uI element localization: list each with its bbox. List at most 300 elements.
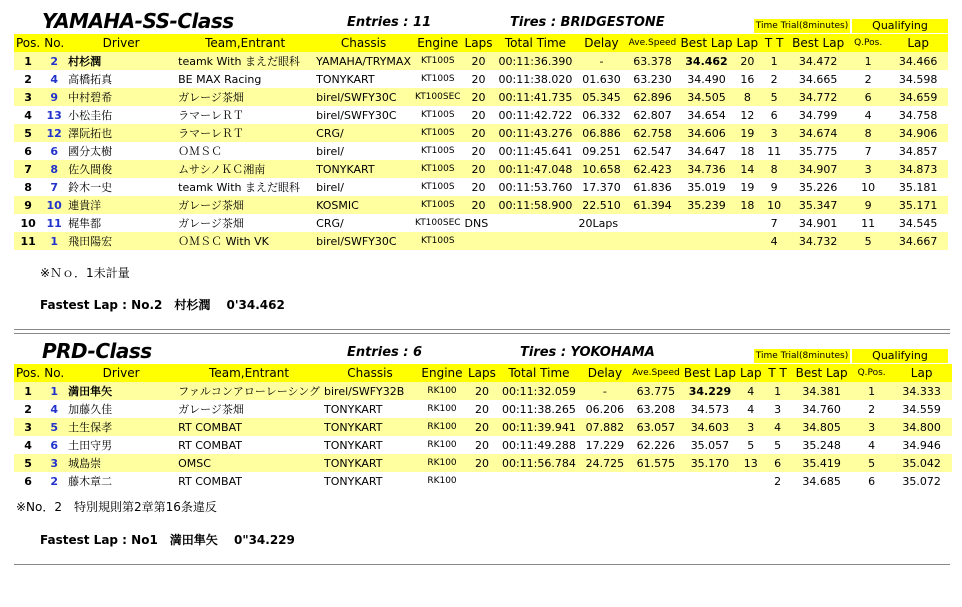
- engine-name: KT100SEC: [413, 88, 463, 106]
- best-lap: 34.490: [678, 70, 734, 88]
- qualifying-lap: 34.873: [888, 160, 948, 178]
- pos-cell: 7: [14, 160, 42, 178]
- hdr-no: No.: [44, 366, 65, 380]
- car-number: 13: [42, 106, 66, 124]
- hdr-qpos: Q.Pos.: [852, 364, 892, 382]
- tire-brand: Tires : BRIDGESTONE: [510, 15, 665, 30]
- team-name: ガレージ茶畑: [176, 400, 322, 418]
- laps: 20: [463, 196, 495, 214]
- qualifying-lap: 34.758: [888, 106, 948, 124]
- hdr-best-lap: Best Lap: [683, 366, 736, 380]
- ave-speed: 62.758: [626, 124, 678, 142]
- laps: 20: [466, 436, 498, 454]
- team-name: ＯＭＳＣ: [176, 142, 314, 160]
- total-time: 00:11:47.048: [494, 160, 576, 178]
- engine-name: RK100: [418, 382, 466, 400]
- best-lap-number: 3: [738, 418, 764, 436]
- best-lap-number: 5: [738, 436, 764, 454]
- pos-cell: 5: [14, 124, 42, 142]
- chassis-name: TONYKART: [314, 70, 413, 88]
- best-lap: 34.736: [678, 160, 734, 178]
- laps: 20: [463, 70, 495, 88]
- hdr-lap: Lap: [739, 366, 762, 380]
- team-name: BE MAX Racing: [176, 70, 314, 88]
- delay: 24.725: [580, 454, 630, 472]
- car-number: 3: [42, 454, 66, 472]
- chassis-name: TONYKART: [322, 436, 418, 454]
- tt-pos: 1: [760, 52, 788, 70]
- car-number: 10: [42, 196, 66, 214]
- engine-name: KT100S: [413, 52, 463, 70]
- driver-name: 佐久間俊: [66, 160, 176, 178]
- tt-pos: 3: [760, 124, 788, 142]
- chassis-name: birel/SWFY30C: [314, 232, 413, 250]
- ave-speed: [626, 214, 678, 232]
- pos-cell: 4: [14, 106, 42, 124]
- delay: 17.229: [580, 436, 630, 454]
- qualifying-lap: 34.545: [888, 214, 948, 232]
- hdr-engine: Engine: [413, 34, 463, 52]
- team-name: ムサシノＫＣ湘南: [176, 160, 314, 178]
- car-number: 7: [42, 178, 66, 196]
- section-divider: [14, 329, 950, 330]
- driver-name: 藤木章二: [66, 472, 176, 490]
- tt-best-lap: 35.775: [788, 142, 848, 160]
- ave-speed: [626, 232, 678, 250]
- pos-cell: 9: [14, 196, 42, 214]
- engine-name: KT100SEC: [413, 214, 463, 232]
- hdr-ave-speed: Ave.Speed: [630, 364, 682, 382]
- table-row: [14, 418, 952, 436]
- best-lap: 34.654: [678, 106, 734, 124]
- laps: DNS: [463, 214, 495, 232]
- qualifying-lap: 35.072: [892, 472, 952, 490]
- table-row: [14, 454, 952, 472]
- team-name: ラマーレＲＴ: [176, 124, 314, 142]
- driver-name: 高橋拓真: [66, 70, 176, 88]
- delay: 06.332: [576, 106, 626, 124]
- delay: -: [580, 382, 630, 400]
- entries-count: Entries : 6: [347, 345, 423, 360]
- total-time: 00:11:32.059: [498, 382, 580, 400]
- tt-best-lap: 34.901: [788, 214, 848, 232]
- best-lap: 34.603: [682, 418, 738, 436]
- tt-best-lap: 34.674: [788, 124, 848, 142]
- tt-best-lap: 34.760: [792, 400, 852, 418]
- chassis-name: birel/SWFY30C: [314, 88, 413, 106]
- pos-cell: 3: [14, 88, 42, 106]
- pos-cell: 3: [14, 418, 42, 436]
- team-name: RT COMBAT: [176, 472, 322, 490]
- hdr-tt: T T: [760, 34, 788, 52]
- team-name: ガレージ茶畑: [176, 214, 314, 232]
- team-name: ＯＭＳＣ With VK: [176, 232, 314, 250]
- hdr-qpos: Q.Pos.: [848, 34, 888, 52]
- hdr-pos: Pos.: [16, 366, 41, 380]
- car-number: 4: [42, 70, 66, 88]
- table-row: [14, 88, 948, 106]
- car-number: 1: [42, 232, 66, 250]
- qualifying-lap: 34.466: [888, 52, 948, 70]
- qualifying-lap: 35.181: [888, 178, 948, 196]
- hdr-chassis: Chassis: [314, 34, 413, 52]
- best-lap: 35.170: [682, 454, 738, 472]
- total-time: 00:11:58.900: [494, 196, 576, 214]
- fastest-lap: Fastest Lap : No1 満田隼矢 0"34.229: [40, 533, 295, 547]
- chassis-name: TONYKART: [314, 160, 413, 178]
- best-lap-number: 16: [735, 70, 761, 88]
- hdr-lap: Lap: [736, 36, 759, 50]
- qualifying-pos: 11: [848, 214, 888, 232]
- driver-name: 中村碧希: [66, 88, 176, 106]
- driver-name: 連貴洋: [66, 196, 176, 214]
- class-title: PRD-Class: [42, 339, 152, 363]
- qualifying-pos: 3: [852, 418, 892, 436]
- tt-pos: 1: [764, 382, 792, 400]
- footnote: ※Ｎｏ．1未計量: [40, 266, 130, 280]
- class-title: YAMAHA-SS-Class: [42, 9, 234, 33]
- hdr-engine: Engine: [418, 364, 466, 382]
- tt-best-lap: 35.248: [792, 436, 852, 454]
- pos-cell: 11: [14, 232, 42, 250]
- total-time: 00:11:38.265: [498, 400, 580, 418]
- best-lap-number: 19: [735, 124, 761, 142]
- car-number: 6: [42, 142, 66, 160]
- laps: 20: [463, 88, 495, 106]
- tt-best-lap: 34.665: [788, 70, 848, 88]
- total-time: 00:11:56.784: [498, 454, 580, 472]
- delay: 22.510: [576, 196, 626, 214]
- chassis-name: birel/SWFY32B: [322, 382, 418, 400]
- tt-best-lap: 35.419: [792, 454, 852, 472]
- best-lap-number: 12: [735, 106, 761, 124]
- qualifying-lap: 34.659: [888, 88, 948, 106]
- pos-cell: 4: [14, 436, 42, 454]
- chassis-name: TONYKART: [322, 472, 418, 490]
- ave-speed: 61.575: [630, 454, 682, 472]
- fastest-lap: Fastest Lap : No.2 村杉潤 0'34.462: [40, 298, 285, 312]
- table-row: [14, 178, 948, 196]
- pos-cell: 6: [14, 472, 42, 490]
- table-row: [14, 436, 952, 454]
- laps: 20: [463, 52, 495, 70]
- qualifying-pos: 8: [848, 124, 888, 142]
- section-divider: [14, 333, 950, 334]
- total-time: 00:11:38.020: [494, 70, 576, 88]
- tt-pos: 5: [760, 88, 788, 106]
- best-lap: 35.239: [678, 196, 734, 214]
- best-lap-number: 18: [735, 142, 761, 160]
- chassis-name: TONYKART: [322, 454, 418, 472]
- qualifying-pos: 1: [852, 382, 892, 400]
- total-time: 00:11:49.288: [498, 436, 580, 454]
- hdr-total-time: Total Time: [494, 34, 576, 52]
- team-name: ガレージ茶畑: [176, 88, 314, 106]
- ave-speed: 62.807: [626, 106, 678, 124]
- qualifying-pos: 4: [852, 436, 892, 454]
- car-number: 9: [42, 88, 66, 106]
- section-divider: [14, 564, 950, 565]
- driver-name: 梶隼都: [66, 214, 176, 232]
- pos-cell: 2: [14, 70, 42, 88]
- qualifying-pos: 2: [852, 400, 892, 418]
- qualifying-pos: 10: [848, 178, 888, 196]
- tt-pos: 4: [760, 232, 788, 250]
- best-lap-number: [735, 232, 761, 250]
- qualifying-lap: 35.171: [888, 196, 948, 214]
- delay: 01.630: [576, 70, 626, 88]
- ave-speed: 61.394: [626, 196, 678, 214]
- laps: 20: [466, 382, 498, 400]
- hdr-delay: Delay: [580, 364, 630, 382]
- hdr-driver: Driver: [66, 364, 176, 382]
- pos-cell: 1: [14, 52, 42, 70]
- time-trial-label: Time Trial(8minutes): [755, 351, 849, 361]
- team-name: teamk With まえだ眼科: [176, 178, 314, 196]
- qualifying-pos: 9: [848, 196, 888, 214]
- tt-pos: 4: [764, 418, 792, 436]
- qualifying-lap: 35.042: [892, 454, 952, 472]
- laps: 20: [463, 142, 495, 160]
- total-time: 00:11:42.722: [494, 106, 576, 124]
- car-number: 2: [42, 52, 66, 70]
- laps: 20: [463, 178, 495, 196]
- tt-best-lap: 34.685: [792, 472, 852, 490]
- total-time: [494, 214, 576, 232]
- chassis-name: birel/SWFY30C: [314, 106, 413, 124]
- team-name: OMSC: [176, 454, 322, 472]
- delay: 10.658: [576, 160, 626, 178]
- table-row: [14, 160, 948, 178]
- tt-pos: 6: [764, 454, 792, 472]
- ave-speed: 63.057: [630, 418, 682, 436]
- delay: 05.345: [576, 88, 626, 106]
- chassis-name: KOSMIC: [314, 196, 413, 214]
- qualifying-lap: 34.598: [888, 70, 948, 88]
- tt-best-lap: 34.805: [792, 418, 852, 436]
- qualifying-lap: 34.667: [888, 232, 948, 250]
- total-time: 00:11:39.941: [498, 418, 580, 436]
- best-lap: [678, 232, 734, 250]
- hdr-laps: Laps: [468, 366, 496, 380]
- hdr-tt-best-lap: Best Lap: [788, 34, 848, 52]
- driver-name: 澤阮拓也: [66, 124, 176, 142]
- tt-best-lap: 34.772: [788, 88, 848, 106]
- qualifying-pos: 6: [848, 88, 888, 106]
- tt-pos: 2: [764, 472, 792, 490]
- car-number: 1: [42, 382, 66, 400]
- car-number: 12: [42, 124, 66, 142]
- driver-name: 城島崇: [66, 454, 176, 472]
- best-lap: [682, 472, 738, 490]
- pos-cell: 8: [14, 178, 42, 196]
- pos-cell: 10: [14, 214, 42, 232]
- car-number: 8: [42, 160, 66, 178]
- qualifying-pos: 1: [848, 52, 888, 70]
- total-time: 00:11:43.276: [494, 124, 576, 142]
- driver-name: 小松圭佑: [66, 106, 176, 124]
- tt-pos: 3: [764, 400, 792, 418]
- time-trial-label: Time Trial(8minutes): [755, 21, 849, 31]
- driver-name: 満田隼矢: [66, 382, 176, 400]
- hdr-q-lap: Lap: [888, 34, 948, 52]
- ave-speed: 62.226: [630, 436, 682, 454]
- total-time: [494, 232, 576, 250]
- chassis-name: birel/: [314, 178, 413, 196]
- best-lap-number: 20: [735, 52, 761, 70]
- engine-name: KT100S: [413, 142, 463, 160]
- total-time: 00:11:45.641: [494, 142, 576, 160]
- best-lap: 34.606: [678, 124, 734, 142]
- qualifying-label: Qualifying: [852, 349, 948, 363]
- ave-speed: 63.775: [630, 382, 682, 400]
- chassis-name: YAMAHA/TRYMAX: [314, 52, 413, 70]
- laps: 20: [463, 106, 495, 124]
- chassis-name: birel/: [314, 142, 413, 160]
- ave-speed: 63.378: [626, 52, 678, 70]
- best-lap-number: 4: [738, 400, 764, 418]
- table-row: [14, 52, 948, 70]
- table-row: [14, 472, 952, 490]
- tt-pos: 10: [760, 196, 788, 214]
- hdr-pos: Pos.: [16, 36, 41, 50]
- best-lap: 34.647: [678, 142, 734, 160]
- table-header-row: [14, 34, 948, 52]
- tt-pos: 5: [764, 436, 792, 454]
- total-time: [498, 472, 580, 490]
- best-lap-number: 8: [735, 88, 761, 106]
- laps: [463, 232, 495, 250]
- qualifying-lap: 34.906: [888, 124, 948, 142]
- driver-name: 鈴木一史: [66, 178, 176, 196]
- hdr-q-lap: Lap: [892, 364, 952, 382]
- engine-name: RK100: [418, 418, 466, 436]
- car-number: 4: [42, 400, 66, 418]
- best-lap-number: [738, 472, 764, 490]
- hdr-team: Team,Entrant: [176, 364, 322, 382]
- delay: [576, 232, 626, 250]
- delay: 06.206: [580, 400, 630, 418]
- qualifying-pos: 5: [848, 232, 888, 250]
- hdr-tt-best-lap: Best Lap: [792, 364, 852, 382]
- best-lap: 35.019: [678, 178, 734, 196]
- pos-cell: 1: [14, 382, 42, 400]
- driver-name: 村杉潤: [66, 52, 176, 70]
- table-row: [14, 70, 948, 88]
- team-name: ファルコンアローレーシング: [176, 382, 322, 400]
- driver-name: 土田守男: [66, 436, 176, 454]
- table-row: [14, 214, 948, 232]
- delay: 09.251: [576, 142, 626, 160]
- best-lap: 34.573: [682, 400, 738, 418]
- laps: [466, 472, 498, 490]
- tt-best-lap: 34.907: [788, 160, 848, 178]
- chassis-name: TONYKART: [322, 400, 418, 418]
- tt-best-lap: 34.472: [788, 52, 848, 70]
- results-table: [14, 364, 952, 490]
- best-lap-number: 18: [735, 196, 761, 214]
- ave-speed: 62.547: [626, 142, 678, 160]
- chassis-name: TONYKART: [322, 418, 418, 436]
- tt-best-lap: 35.226: [788, 178, 848, 196]
- driver-name: 土生保孝: [66, 418, 176, 436]
- total-time: 00:11:53.760: [494, 178, 576, 196]
- ave-speed: 61.836: [626, 178, 678, 196]
- driver-name: 飛田陽宏: [66, 232, 176, 250]
- ave-speed: 62.896: [626, 88, 678, 106]
- pos-cell: 2: [14, 400, 42, 418]
- pos-cell: 5: [14, 454, 42, 472]
- engine-name: RK100: [418, 436, 466, 454]
- qualifying-lap: 34.800: [892, 418, 952, 436]
- best-lap-number: [735, 214, 761, 232]
- tt-best-lap: 34.732: [788, 232, 848, 250]
- tt-pos: 6: [760, 106, 788, 124]
- team-name: ラマーレＲＴ: [176, 106, 314, 124]
- tt-pos: 9: [760, 178, 788, 196]
- car-number: 11: [42, 214, 66, 232]
- tire-brand: Tires : YOKOHAMA: [520, 345, 655, 360]
- table-row: [14, 400, 952, 418]
- engine-name: RK100: [418, 400, 466, 418]
- delay: 17.370: [576, 178, 626, 196]
- best-lap-number: 14: [735, 160, 761, 178]
- hdr-tt: T T: [764, 364, 792, 382]
- table-row: [14, 382, 952, 400]
- total-time: 00:11:36.390: [494, 52, 576, 70]
- table-row: [14, 106, 948, 124]
- team-name: teamk With まえだ眼科: [176, 52, 314, 70]
- laps: 20: [463, 124, 495, 142]
- hdr-no: No.: [44, 36, 65, 50]
- table-row: [14, 142, 948, 160]
- table-row: [14, 124, 948, 142]
- qualifying-pos: 6: [852, 472, 892, 490]
- laps: 20: [466, 418, 498, 436]
- qualifying-lap: 34.857: [888, 142, 948, 160]
- hdr-chassis: Chassis: [322, 364, 418, 382]
- best-lap: [678, 214, 734, 232]
- driver-name: 國分太樹: [66, 142, 176, 160]
- entries-count: Entries : 11: [347, 15, 432, 30]
- tt-best-lap: 34.381: [792, 382, 852, 400]
- ave-speed: 63.230: [626, 70, 678, 88]
- qualifying-label: Qualifying: [852, 19, 948, 33]
- ave-speed: 63.208: [630, 400, 682, 418]
- tt-best-lap: 34.799: [788, 106, 848, 124]
- best-lap: 34.462: [678, 52, 734, 70]
- laps: 20: [466, 400, 498, 418]
- tt-pos: 8: [760, 160, 788, 178]
- tt-pos: 11: [760, 142, 788, 160]
- delay: 20Laps: [576, 214, 626, 232]
- team-name: ガレージ茶畑: [176, 196, 314, 214]
- delay: 06.886: [576, 124, 626, 142]
- table-row: [14, 196, 948, 214]
- team-name: RT COMBAT: [176, 418, 322, 436]
- engine-name: KT100S: [413, 106, 463, 124]
- qualifying-pos: 3: [848, 160, 888, 178]
- chassis-name: CRG/: [314, 214, 413, 232]
- laps: 20: [463, 160, 495, 178]
- engine-name: KT100S: [413, 178, 463, 196]
- hdr-driver: Driver: [66, 34, 176, 52]
- qualifying-lap: 34.559: [892, 400, 952, 418]
- ave-speed: [630, 472, 682, 490]
- car-number: 2: [42, 472, 66, 490]
- tt-pos: 7: [760, 214, 788, 232]
- hdr-delay: Delay: [576, 34, 626, 52]
